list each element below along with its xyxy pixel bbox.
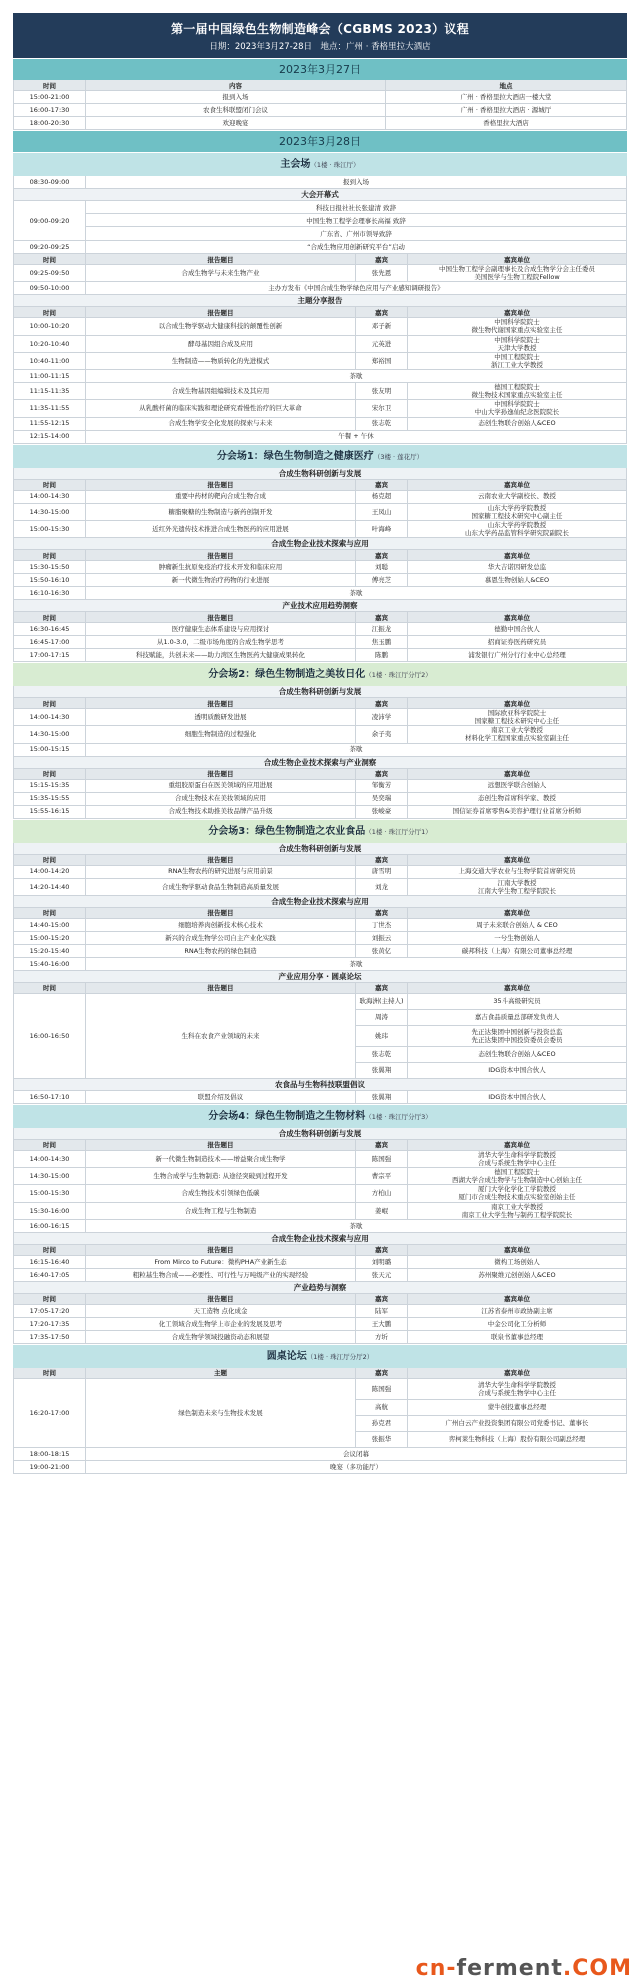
time-cell: 10:00-10:20 (14, 318, 86, 334)
time-cell: 15:35-15:55 (14, 793, 86, 805)
panelist-name: 张翼翔 (356, 1063, 408, 1078)
affiliation-cell: 微构工场创始人 (494, 1257, 540, 1266)
affiliation-cell: 华大吉诺因研发总监 (487, 562, 547, 571)
talk-title-cell: 合成生物学安全化发展的探索与未来 (86, 418, 356, 430)
talk-title-cell: 新一代微生物制造技术——增益聚合成生物学 (86, 1151, 356, 1167)
affiliation-cell: 一兮生物创始人 (494, 933, 540, 942)
table-row (13, 336, 627, 353)
table-row: 15:40-16:00 茶歇 (13, 958, 627, 971)
table-header: 时间 报告题目 嘉宾 嘉宾单位 (13, 550, 627, 561)
time-cell: 15:00-21:00 (14, 91, 86, 103)
table-row (13, 561, 627, 574)
affiliation-cell: 南京工业大学教授 材料化学工程国家重点实验室副主任 (465, 726, 569, 743)
speaker-cell: 元英进 (356, 336, 408, 352)
speaker-cell: 方圻 (356, 1331, 408, 1343)
time-cell: 14:00-14:30 (14, 709, 86, 725)
talk-title-cell: 科技赋能，共创未来——助力湾区生物医药大健康成果转化 (86, 649, 356, 661)
panelist-row (356, 1400, 626, 1416)
forum1-title: 分会场1：绿色生物制造之健康医疗（3楼 · 莲花厅） (13, 444, 627, 468)
time-cell: 14:30-15:00 (14, 504, 86, 520)
speaker-cell: 张天元 (356, 1269, 408, 1281)
speaker-cell: 邹衡芳 (356, 780, 408, 792)
table-row (13, 1331, 627, 1344)
talk-title-cell: 重组胶原蛋白在医美领域的应用进展 (86, 780, 356, 792)
time-cell: 15:50-16:10 (14, 574, 86, 586)
panelist-row (356, 1026, 626, 1047)
affiliation-cell: 中国工程院院士 浙江工业大学教授 (491, 352, 543, 369)
talk-title-cell: 合成生物技术在美妆领域的应用 (86, 793, 356, 805)
time-cell: 15:15-15:35 (14, 780, 86, 792)
roundtable-title: 圆桌论坛（1楼 · 珠江厅分厅2） (13, 1344, 627, 1368)
talk-title-cell: 医疗健康生态体系建设与应用探讨 (86, 623, 356, 635)
table-rows (13, 1305, 627, 1344)
section-title: 农食品与生物科技联盟倡议 (13, 1079, 627, 1091)
time-cell: 15:55-16:15 (14, 806, 86, 818)
table-row (13, 104, 627, 117)
affiliation-cell: 远想医学联合创始人 (487, 781, 547, 790)
panelist-row (356, 1047, 626, 1063)
talk-title-cell: 新一代微生物治疗药物的行业进展 (86, 574, 356, 586)
speaker-cell: 方柏山 (356, 1185, 408, 1201)
agenda-header (13, 13, 627, 58)
table-row (13, 919, 627, 932)
speaker-cell: 张峻豪 (356, 806, 408, 818)
affiliation-cell: 苏州聚维元创创始人&CEO (478, 1270, 556, 1279)
table-row (13, 1185, 627, 1202)
speaker-cell: 王大鹏 (356, 1318, 408, 1330)
talk-title-cell: 近红外光遗传技术推进合成生物医药的应用进展 (86, 521, 356, 537)
panelist-name: 孙克君 (356, 1416, 408, 1431)
time-cell: 18:00-20:30 (14, 117, 86, 129)
panelist-affiliation: 嘉吉食品质量总部研发负责人 (474, 1013, 560, 1022)
content-cell: 欢迎晚宴 (86, 117, 386, 129)
affiliation-cell: 德勤中国合伙人 (494, 624, 540, 633)
table-rows (13, 866, 627, 896)
affiliation-cell: 中金公司化工分析师 (487, 1319, 547, 1328)
table-header: 时间 报告题目 嘉宾 嘉宾单位 (13, 1245, 627, 1256)
talk-title-cell: 细胞生物制造的过程强化 (86, 726, 356, 742)
affiliation-cell: 碳邦科技（上海）有限公司董事总经理 (461, 946, 573, 955)
table-row: 16:50-17:10 联盟介绍及倡议 张翼翔 IDG资本中国合伙人 (13, 1091, 627, 1104)
panelist-affiliation: IDG资本中国合伙人 (488, 1066, 546, 1075)
panelist-row (356, 1379, 626, 1400)
panelist-name: 姚玮 (356, 1026, 408, 1046)
time-cell: 16:00-17:30 (14, 104, 86, 116)
table-row (13, 521, 627, 538)
time-cell: 17:00-17:15 (14, 649, 86, 661)
affiliation-cell: 山东大学药学院教授 国家糖工程技术研究中心副主任 (471, 503, 563, 520)
affiliation-cell: 厦门大学化学化工学院教授 厦门市合成生物技术重点实验室创始主任 (458, 1185, 576, 1202)
table-row (13, 1305, 627, 1318)
speaker-cell: 吴奕瑞 (356, 793, 408, 805)
affiliation-cell: 南京工业大学教授 南京工业大学生物与制药工程学院院长 (461, 1202, 573, 1219)
time-cell: 15:00-15:30 (14, 521, 86, 537)
speaker-cell: 刘龙 (356, 879, 408, 895)
table-row (13, 1168, 627, 1185)
time-cell: 15:30-16:00 (14, 1203, 86, 1219)
speaker-cell: 丁世杰 (356, 919, 408, 931)
main-venue-title: 主会场（1楼 · 珠江厅） (13, 152, 627, 176)
talk-title-cell: RNA生物农药的绿色制造 (86, 945, 356, 957)
table-header: 时间 报告题目 嘉宾 嘉宾单位 (13, 480, 627, 491)
affiliation-cell: 德国工程院院士 西湖大学合成生物学与生物制造中心创始主任 (452, 1168, 582, 1185)
panelist-name: 周涛 (356, 1010, 408, 1025)
table-row: 11:00-11:15 茶歇 (13, 370, 627, 383)
speaker-cell: 余子夷 (356, 726, 408, 742)
table-header: 时间 报告题目 嘉宾 嘉宾单位 (13, 612, 627, 623)
talk-title-cell: 生物合成学与生物制造: 从途径突破到过程开发 (86, 1168, 356, 1184)
location-cell: 广州 · 香格里拉大酒店一楼大堂 (460, 92, 552, 101)
section-title: 合成生物科研创新与发展 (13, 843, 627, 855)
time-cell: 10:40-11:00 (14, 353, 86, 369)
table-row (13, 491, 627, 504)
speaker-cell: 张友明 (356, 383, 408, 399)
table-header: 时间 报告题目 嘉宾 嘉宾单位 (13, 1140, 627, 1151)
table-row (13, 879, 627, 896)
day1-table-header: 时间 内容 地点 (13, 80, 627, 91)
table-row (13, 866, 627, 879)
table-header: 时间 报告题目 嘉宾 嘉宾单位 (13, 1294, 627, 1305)
table-row (13, 353, 627, 370)
time-cell: 14:00-14:30 (14, 1151, 86, 1167)
speaker-cell: 张黄亿 (356, 945, 408, 957)
table-row (13, 574, 627, 587)
speaker-cell: 王凤山 (356, 504, 408, 520)
table-row: 18:00-18:15 会议闭幕 (13, 1448, 627, 1461)
section-title: 合成生物企业技术探索与应用 (13, 896, 627, 908)
table-rows (13, 919, 627, 958)
talk-title-cell: 合成生物工程与生物制造 (86, 1203, 356, 1219)
location-cell: 香格里拉大酒店 (483, 118, 529, 127)
table-rows (13, 623, 627, 662)
table-rows (13, 383, 627, 431)
talk-title-cell: 透明质酸研发进展 (86, 709, 356, 725)
talk-title-cell: 糖脂聚糖的生物制造与新药创制开发 (86, 504, 356, 520)
affiliation-cell: 中国科学院院士 天津大学教授 (494, 335, 540, 352)
forum3-title: 分会场3：绿色生物制造之农业食品（1楼 · 珠江厅分厅1） (13, 819, 627, 843)
table-row (13, 806, 627, 819)
table-row (13, 649, 627, 662)
talk-title-cell: 新兴的合成生物学公司自主产业化实践 (86, 932, 356, 944)
time-cell: 17:05-17:20 (14, 1305, 86, 1317)
time-cell: 10:20-10:40 (14, 336, 86, 352)
table-header: 时间 报告题目 嘉宾 嘉宾单位 (13, 908, 627, 919)
table-header: 时间 主题 嘉宾 嘉宾单位 (13, 1368, 627, 1379)
table-header: 时间 报告题目 嘉宾 嘉宾单位 (13, 698, 627, 709)
content-cell: 农食生科联盟闭门会议 (86, 104, 386, 116)
table-header: 时间 报告题目 嘉宾 嘉宾单位 (13, 855, 627, 866)
affiliation-cell: 江苏省泰州市政协副主席 (481, 1306, 553, 1315)
panelist-row (356, 1432, 626, 1447)
time-cell: 15:00-15:30 (14, 1185, 86, 1201)
table-row (13, 1318, 627, 1331)
time-cell: 11:55-12:15 (14, 418, 86, 430)
talk-title-cell: 肿瘤新生抗原免疫治疗技术开发和临床应用 (86, 561, 356, 573)
panelist-name: 张志乾 (356, 1047, 408, 1062)
panelist-name: 耿海洲(主持人) (356, 994, 408, 1009)
affiliation-cell: 清华大学生命科学学院教授 合成与系统生物学中心主任 (478, 1150, 556, 1167)
table-header: 时间 报告题目 嘉宾 嘉宾单位 (13, 983, 627, 994)
table-row (13, 400, 627, 417)
time-cell: 14:30-15:00 (14, 726, 86, 742)
panelist-affiliation: 态创生物联合创始人&CEO (478, 1050, 556, 1059)
section-title: 主题分享报告 (13, 295, 627, 307)
table-row: 15:00-15:15 茶歇 (13, 744, 627, 757)
talk-title-cell: 化工领域合成生物学上市企业的发展及思考 (86, 1318, 356, 1330)
talk-title-cell: 合成生物学领域投融资动态和展望 (86, 1331, 356, 1343)
panelist-affiliation: 广州白云产业投资集团有限公司党委书记、董事长 (445, 1419, 589, 1428)
table-row (13, 1203, 627, 1220)
talk-title-cell: 合成生物技术引领绿色低碳 (86, 1185, 356, 1201)
table-row (13, 1256, 627, 1269)
table-row (13, 623, 627, 636)
day2-date: 2023年3月28日 (13, 130, 627, 152)
speaker-cell: 刘明璐 (356, 1256, 408, 1268)
table-row (13, 91, 627, 104)
talk-title-cell: 合成生物技术助推美妆品牌产品升级 (86, 806, 356, 818)
table-row: 19:00-21:00 晚宴（多功能厅） (13, 1461, 627, 1474)
panelist-affiliation: 清华大学生命科学学院教授 合成与系统生物学中心主任 (478, 1380, 556, 1397)
forum4-title: 分会场4：绿色生物制造之生物材料（1楼 · 珠江厅分厅3） (13, 1104, 627, 1128)
table-row (13, 117, 627, 130)
table-row (13, 1151, 627, 1168)
speaker-cell: 陈国强 (356, 1151, 408, 1167)
affiliation-cell: 云南农业大学副校长、教授 (478, 492, 556, 501)
talk-title-cell: 以合成生物学驱动大健康科技的颠覆性创新 (86, 318, 356, 334)
affiliation-cell: 慕恩生物创始人&CEO (484, 575, 550, 584)
time-cell: 14:40-15:00 (14, 919, 86, 931)
section-title: 合成生物科研创新与发展 (13, 686, 627, 698)
table-row: 09:25-09:50 合成生物学与未来生物产业 张先恩 中国生物工程学会副理事长及合成生物学分会主任委员 美国医学与生物工程院Fellow (13, 265, 627, 282)
section-title: 合成生物科研创新与发展 (13, 1128, 627, 1140)
affiliation-cell: 浦发银行广州分行行业中心总经理 (468, 650, 566, 659)
talk-title-cell: 合成生物学驱动食品生物制造高质量发展 (86, 879, 356, 895)
time-cell: 15:30-15:50 (14, 561, 86, 573)
affiliation-cell: 中国科学院院士 微生物代谢国家重点实验室主任 (471, 318, 563, 335)
page-title: 第一届中国绿色生物制造峰会（CGBMS 2023）议程 (170, 22, 470, 36)
affiliation-cell: 江南大学教授 江南大学生物工程学院院长 (478, 878, 556, 895)
speaker-cell: 唐雪明 (356, 866, 408, 878)
speaker-cell: 刘振云 (356, 932, 408, 944)
section-title: 合成生物科研创新与发展 (13, 468, 627, 480)
panelist-name: 张振华 (356, 1432, 408, 1447)
speaker-cell: 陈鹏 (356, 649, 408, 661)
speaker-cell: 焦玉鹏 (356, 636, 408, 648)
table-row (13, 318, 627, 335)
time-cell: 14:30-15:00 (14, 1168, 86, 1184)
affiliation-cell: 中国科学院院士 中山大学孙逸仙纪念医院院长 (474, 400, 560, 417)
affiliation-cell: 山东大学药学院教授 山东大学药品监管科学研究院副院长 (465, 520, 569, 537)
speaker-cell: 邓子新 (356, 318, 408, 334)
table-header: 时间 报告题目 嘉宾 嘉宾单位 (13, 769, 627, 780)
talk-title-cell: From Mirco to Future：微构PHA产业新生态 (86, 1256, 356, 1268)
table-row (13, 1269, 627, 1282)
time-cell: 14:00-14:20 (14, 866, 86, 878)
time-cell: 15:00-15:20 (14, 932, 86, 944)
speaker-cell: 曹宗平 (356, 1168, 408, 1184)
talk-title-cell: 从1.0-3.0，二级市场角度的合成生物学思考 (86, 636, 356, 648)
panelist-name: 高航 (356, 1400, 408, 1415)
panel-block: 16:00-16:50 生科在农食产业领域的未来 耿海洲(主持人) 35斗高级研究员 周涛 嘉吉食品质量总部研发负责人 姚玮 先正达集团中国创新与投资总监 先正达集团中国投资委员会委员 张志乾 态创生物联合创始人&CEO 张翼翔 IDG资本中国合伙人 (13, 994, 627, 1079)
table-rows (13, 318, 627, 370)
panelist-row (356, 1416, 626, 1432)
affiliation-cell: 国际欧亚科学院院士 国家糖工程技术研究中心主任 (474, 709, 560, 726)
table-rows (13, 780, 627, 819)
speaker-cell: 杨克超 (356, 491, 408, 503)
section-title: 产业应用分享 · 圆桌论坛 (13, 971, 627, 983)
speaker-cell: 叶海峰 (356, 521, 408, 537)
talk-title-cell: 酵母基因组合成及应用 (86, 336, 356, 352)
panelist-row (356, 1010, 626, 1026)
panel-block: 16:20-17:00 绿色制造未来与生物技术发展 陈国强 清华大学生命科学学院教授 合成与系统生物学中心主任 高航 蒙牛创投董事总经理 孙克君 广州白云产业投资集团有限公司党委书记、董事长 张振华 弈柯莱生物科技（上海）股份有限公司副总经理 (13, 1379, 627, 1448)
talk-title-cell: RNA生物农药的研究进展与应用前景 (86, 866, 356, 878)
time-cell: 16:30-16:45 (14, 623, 86, 635)
talk-title-cell: 重要中药材的靶向合成生物合成 (86, 491, 356, 503)
table-rows (13, 1256, 627, 1282)
panelist-row (356, 994, 626, 1010)
table-row: 16:10-16:30 茶歇 (13, 587, 627, 600)
opening-block: 09:00-09:20 科技日报社社长张建清 致辞 中国生物工程学会理事长高福 致辞 广东省、广州市领导致辞 (13, 201, 627, 241)
panelist-name: 陈国强 (356, 1379, 408, 1399)
forum2-title: 分会场2：绿色生物制造之美妆日化（1楼 · 珠江厅分厅2） (13, 662, 627, 686)
affiliation-cell: 态创生物首席科学家、教授 (478, 794, 556, 803)
talk-title-cell: 天工造物 点化成金 (86, 1305, 356, 1317)
time-cell: 14:20-14:40 (14, 879, 86, 895)
section-title: 合成生物企业技术探索与产业洞察 (13, 757, 627, 769)
affiliation-cell: 德国工程院院士 微生物技术国家重点实验室主任 (471, 383, 563, 400)
table-row (13, 945, 627, 958)
day1-date: 2023年3月27日 (13, 58, 627, 80)
affiliation-cell: 态创生物联合创始人&CEO (478, 419, 556, 428)
speaker-cell: 郑裕国 (356, 353, 408, 369)
day1-rows (13, 91, 627, 130)
table-row (13, 709, 627, 726)
section-title: 合成生物企业技术探索与应用 (13, 1233, 627, 1245)
section-title: 大会开幕式 (13, 189, 627, 201)
table-rows (13, 561, 627, 587)
affiliation-cell: 上海交通大学农业与生物学院首席研究员 (458, 867, 576, 876)
time-cell: 16:15-16:40 (14, 1256, 86, 1268)
talk-title-cell: 粗粒基生物合成——必要性、可行性与万吨级产业的实现经验 (86, 1269, 356, 1281)
table-rows (13, 1151, 627, 1220)
speaker-cell: 江振龙 (356, 623, 408, 635)
time-cell: 11:15-11:35 (14, 383, 86, 399)
speaker-cell: 宋尔卫 (356, 400, 408, 416)
section-title: 合成生物企业技术探索与应用 (13, 538, 627, 550)
table-header: 时间 报告题目 嘉宾 嘉宾单位 (13, 307, 627, 318)
table-rows (13, 709, 627, 744)
table-row (13, 636, 627, 649)
table-row: 12:15-14:00 午餐 + 午休 (13, 431, 627, 444)
time-cell: 17:20-17:35 (14, 1318, 86, 1330)
page-subtitle: 日期：2023年3月27-28日 地点：广州 · 香格里拉大酒店 (209, 42, 431, 52)
speaker-cell: 陆军 (356, 1305, 408, 1317)
table-row: 16:00-16:15 茶歇 (13, 1220, 627, 1233)
table-row (13, 383, 627, 400)
table-row: 09:50-10:00 主办方发布《中国合成生物学绿色应用与产业感知调研报告》 (13, 282, 627, 295)
talk-title-cell: 生物制造——物质转化的先进模式 (86, 353, 356, 369)
speaker-cell: 刘聪 (356, 561, 408, 573)
watermark-logo: cn-ferment.COM (415, 1956, 632, 1981)
time-cell: 11:35-11:55 (14, 400, 86, 416)
talk-title-cell: 从乳酸杆菌的临床实践和理论研究看慢性治疗的巨大革命 (86, 400, 356, 416)
table-row (13, 726, 627, 743)
table-row (13, 932, 627, 945)
panelist-affiliation: 35斗高级研究员 (493, 997, 541, 1006)
affiliation-cell: 招商证券医药研究员 (487, 637, 547, 646)
speaker-cell: 张志乾 (356, 418, 408, 430)
time-cell: 16:40-17:05 (14, 1269, 86, 1281)
time-cell: 17:35-17:50 (14, 1331, 86, 1343)
content-cell: 报到入场 (86, 91, 386, 103)
panelist-affiliation: 先正达集团中国创新与投资总监 先正达集团中国投资委员会委员 (471, 1027, 563, 1044)
table-row (13, 780, 627, 793)
table-row (13, 418, 627, 431)
table-row (13, 793, 627, 806)
section-title: 产业技术应用趋势洞察 (13, 600, 627, 612)
section-title: 产业趋势与洞察 (13, 1282, 627, 1294)
table-header: 时间 报告题目 嘉宾 嘉宾单位 (13, 254, 627, 265)
speaker-cell: 凌沛学 (356, 709, 408, 725)
time-cell: 16:45-17:00 (14, 636, 86, 648)
speaker-cell: 姜岷 (356, 1203, 408, 1219)
speaker-cell: 傅亮芝 (356, 574, 408, 586)
time-cell: 14:00-14:30 (14, 491, 86, 503)
location-cell: 广州 · 香格里拉大酒店 · 源城厅 (460, 105, 552, 114)
time-cell: 15:20-15:40 (14, 945, 86, 957)
panelist-affiliation: 蒙牛创投董事总经理 (487, 1403, 547, 1412)
talk-title-cell: 合成生物基因组编辑技术及其应用 (86, 383, 356, 399)
talk-title-cell: 细胞培养肉创新技术核心技术 (86, 919, 356, 931)
affiliation-cell: 联泉书董事总经理 (491, 1332, 543, 1341)
affiliation-cell: 周子未来联合创始人 & CEO (476, 920, 558, 929)
panelist-row (356, 1063, 626, 1078)
agenda (13, 13, 627, 1474)
panelist-affiliation: 弈柯莱生物科技（上海）股份有限公司副总经理 (448, 1435, 586, 1444)
table-row: 09:20-09:25 “合成生物应用创新研究平台”启动 (13, 241, 627, 254)
table-row (13, 504, 627, 521)
table-row: 08:30-09:00 报到入场 (13, 176, 627, 189)
table-rows (13, 491, 627, 539)
affiliation-cell: 国信证券首席零售&美容护理行业首席分析师 (452, 807, 582, 816)
